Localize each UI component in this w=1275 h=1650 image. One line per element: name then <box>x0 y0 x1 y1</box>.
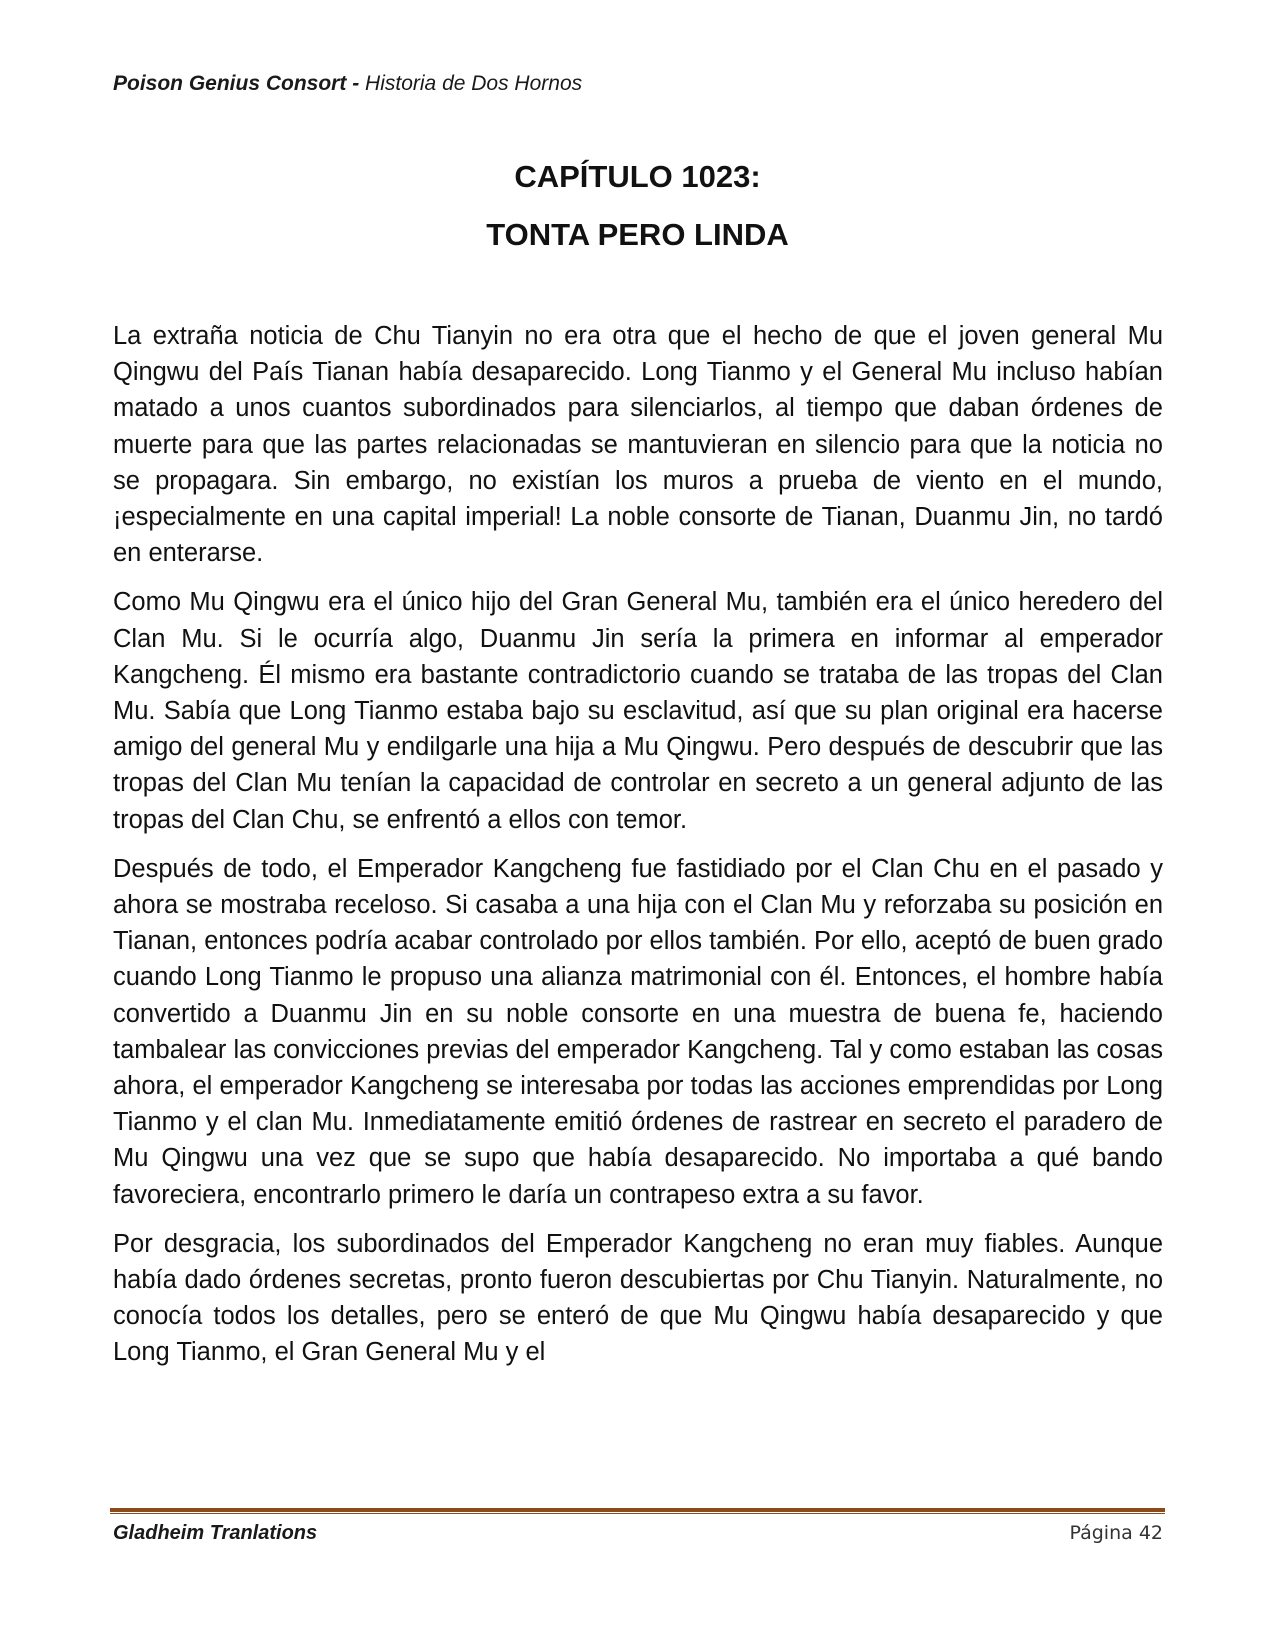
volume-title: Historia de Dos Hornos <box>365 72 583 95</box>
chapter-title: TONTA PERO LINDA <box>486 217 789 252</box>
footer-divider <box>110 1508 1165 1514</box>
paragraph: La extraña noticia de Chu Tianyin no era otra que el hecho de que el joven general Mu Qingwu del País Tianan había desaparecido. Long Tianmo y el General Mu incluso habían matado a unos cuantos subordinados para silenciarlos, al tiempo que daban órdenes de muerte para que las partes relacionadas se mantuvieran en silencio para que la noticia no se propagara. Sin embargo, no existían los muros a prueba de viento en el mundo, ¡especialmente en una capital imperial! La noble consorte de Tianan, Duanmu Jin, no tardó en enterarse. <box>113 322 1163 568</box>
chapter-body <box>113 318 1163 1384</box>
page-number: 42 <box>1138 1522 1163 1544</box>
chapter-number: CAPÍTULO 1023: <box>514 159 761 194</box>
chapter-heading <box>0 148 1275 264</box>
page-indicator <box>1069 1522 1163 1544</box>
footer-divider-thick <box>110 1508 1165 1512</box>
paragraph: Como Mu Qingwu era el único hijo del Gran General Mu, también era el único heredero del Clan Mu. Si le ocurría algo, Duanmu Jin sería la primera en informar al emperador Kangcheng. Él mismo era bastante contradictorio cuando se trataba de las tropas del Clan Mu. Sabía que Long Tianmo estaba bajo su esclavitud, así que su plan original era hacerse amigo del general Mu y endilgarle una hija a Mu Qingwu. Pero después de descubrir que las tropas del Clan Mu tenían la capacidad de controlar en secreto a un general adjunto de las tropas del Clan Chu, se enfrentó a ellos con temor. <box>113 588 1163 834</box>
paragraph: Después de todo, el Emperador Kangcheng fue fastidiado por el Clan Chu en el pasado y ahora se mostraba receloso. Si casaba a una hija con el Clan Mu y reforzaba su posición en Tianan, entonces podría acabar controlado por ellos también. Por ello, aceptó de buen grado cuando Long Tianmo le propuso una alianza matrimonial con él. Entonces, el hombre había convertido a Duanmu Jin en su noble consorte en una muestra de buena fe, haciendo tambalear las convicciones previas del emperador Kangcheng. Tal y como estaban las cosas ahora, el emperador Kangcheng se interesaba por todas las acciones emprendidas por Long Tianmo y el clan Mu. Inmediatamente emitió órdenes de rastrear en secreto el paradero de Mu Qingwu una vez que se supo que había desaparecido. No importaba a qué bando favoreciera, encontrarlo primero le daría un contrapeso extra a su favor. <box>113 854 1163 1209</box>
header-separator: - <box>352 72 360 95</box>
page-label: Página <box>1069 1522 1133 1544</box>
footer-divider-thin <box>110 1513 1165 1514</box>
running-header <box>113 72 582 96</box>
series-title: Poison Genius Consort <box>113 72 347 95</box>
translator-credit: Gladheim Tranlations <box>113 1522 318 1544</box>
paragraph: Por desgracia, los subordinados del Emperador Kangcheng no eran muy fiables. Aunque había dado órdenes secretas, pronto fueron descubiertas por Chu Tianyin. Naturalmente, no conocía todos los detalles, pero se enteró de que Mu Qingwu había desaparecido y que Long Tianmo, el Gran General Mu y el <box>113 1229 1163 1367</box>
